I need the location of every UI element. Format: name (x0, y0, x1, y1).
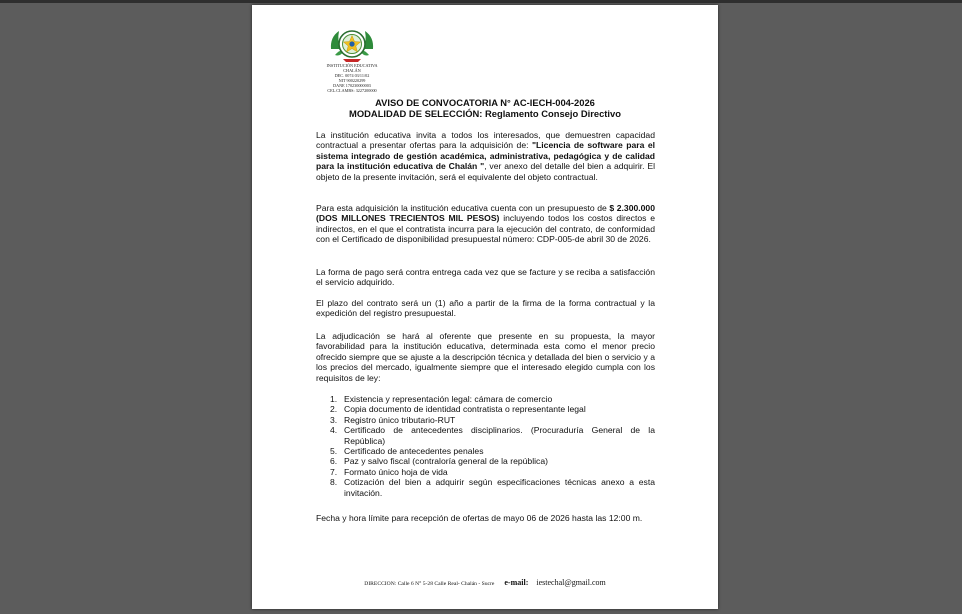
paragraph-budget (316, 203, 655, 245)
paragraph-deadline: Fecha y hora límite para recepción de ofertas de mayo 06 de 2026 hasta las 12:00 m. (316, 513, 643, 523)
software-license-object: "Licencia de software para el sistema integrado de gestión académica, administrativa, pedagógica y de calidad para la institución educativa de Chalán " (316, 140, 655, 172)
list-item-number: 6. (330, 456, 338, 467)
paragraph-invitation (316, 130, 655, 182)
list-item-text: Cotización del bien a adquirir según especificaciones técnicas anexo a esta invitación. (344, 477, 655, 498)
list-item-text: Paz y salvo fiscal (contraloría general de la república) (344, 456, 548, 467)
list-item (316, 394, 655, 404)
requirements-list (316, 394, 655, 498)
institution-logo (322, 27, 382, 93)
paragraph-text: incluyendo todos los costos directos e indirectos, en el que el contratista incurra para la ejecución del contrato, de conformidad con el Certificado de disponibilidad presupuestal número: CDP-005-de abril 30 de 2026. (316, 213, 655, 245)
list-item (316, 415, 655, 425)
list-item (316, 404, 655, 414)
document-page (252, 5, 718, 609)
list-item (316, 477, 655, 498)
paragraph-adjudication: La adjudicación se hará al oferente que presente en su propuesta, la mayor favorabilidad para la institución educativa, determinada esta como el menor precio ofrecido siempre que se ajuste a la descripción técnica y detallada del bien o servicio y a los precios del mercado, igualmente siempre que el interesado elegido cumpla con los requisitos de ley: (316, 331, 655, 383)
footer-email-label: e-mail: (504, 578, 529, 587)
window-top-border (0, 0, 962, 3)
list-item (316, 446, 655, 456)
paragraph-term: El plazo del contrato será un (1) año a partir de la firma de la forma contractual y la expedición del registro presupuestal. (316, 298, 655, 319)
document-subtitle: MODALIDAD DE SELECCIÓN: Reglamento Consejo Directivo (349, 108, 621, 119)
list-item-text: Certificado de antecedentes disciplinarios. (Procuraduría General de la República) (344, 425, 655, 446)
list-item-text: Formato único hoja de vida (344, 466, 448, 477)
logo-text-line: CHALÁN (343, 68, 361, 73)
list-item-number: 1. (330, 394, 338, 404)
list-item (316, 456, 655, 466)
list-item-number: 2. (330, 404, 338, 415)
footer-address: DIRECCION: Calle 6 N° 5-28 Calle Real- Chalán - Sucre (364, 581, 495, 587)
list-item (316, 425, 655, 446)
list-item-text: Existencia y representación legal: cámara de comercio (344, 394, 553, 404)
paragraph-text: La institución educativa invita a todos los interesados, que demuestren capacidad contractual a presentar ofertas para la adquisición de: (316, 130, 655, 151)
list-item-text: Certificado de antecedentes penales (344, 446, 484, 457)
list-item-number: 4. (330, 425, 338, 436)
document-footer (252, 572, 718, 590)
paragraph-payment: La forma de pago será contra entrega cada vez que se facture y se reciba a satisfacción el servicio adquirido. (316, 267, 655, 288)
document-title: AVISO DE CONVOCATORIA N° AC-IECH-004-2026 (375, 97, 595, 108)
institution-seal-icon (328, 27, 376, 63)
list-item-number: 8. (330, 477, 338, 488)
logo-text-line: INSTITUCIÓN EDUCATIVA (326, 63, 378, 68)
budget-amount: $ 2.300.000 (DOS MILLONES TRECIENTOS MIL PESOS) (316, 203, 655, 224)
paragraph-text: , ver anexo del detalle del bien a adquirir. El objeto de la presente invitación, será el equivalente del objeto contractual. (316, 161, 655, 182)
list-item (316, 467, 655, 477)
list-item-text: Copia documento de identidad contratista o representante legal (344, 404, 586, 415)
list-item-text: Registro único tributario-RUT (344, 414, 456, 425)
logo-text-line: CEL.CLAMBS: 3227200000 (327, 88, 377, 93)
logo-text-line: DANE 170230000003 (333, 83, 371, 88)
list-item-number: 7. (330, 466, 338, 477)
logo-text-line: DEC. 0074 03/11/02 (334, 73, 370, 78)
list-item-number: 5. (330, 446, 338, 457)
paragraph-text: Para esta adquisición la institución educativa cuenta con un presupuesto de (316, 203, 610, 213)
logo-text-line: NIT 900220299 (338, 78, 366, 83)
list-item-number: 3. (330, 414, 338, 425)
footer-email: iestechal@gmail.com (536, 578, 606, 587)
